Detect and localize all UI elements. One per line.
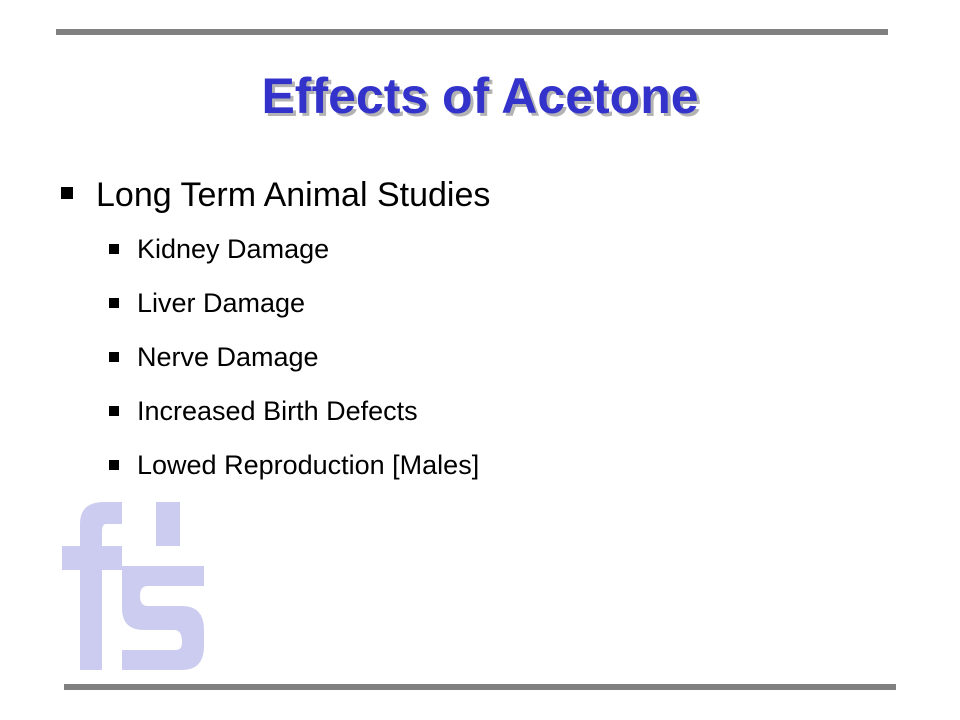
bullet-item-long-term-studies	[58, 168, 490, 222]
bottom-rule	[64, 684, 896, 690]
sub-bullet-group	[58, 222, 490, 492]
slide-title: Effects of Acetone	[261, 68, 699, 124]
bullet-list	[58, 168, 490, 492]
sub-bullet-text: Lowed Reproduction [Males]	[137, 450, 480, 480]
sub-bullet-item-kidney	[58, 222, 490, 276]
top-rule	[56, 29, 888, 35]
square-bullet-icon	[109, 460, 119, 470]
square-bullet-icon	[61, 187, 73, 199]
sub-bullet-list	[58, 222, 490, 492]
bullet-text: Long Term Animal Studies	[96, 176, 491, 214]
square-bullet-icon	[109, 352, 119, 362]
sub-bullet-item-birth-defects	[58, 384, 490, 438]
sub-bullet-text: Increased Birth Defects	[137, 396, 418, 426]
sub-bullet-text: Liver Damage	[137, 288, 306, 318]
square-bullet-icon	[109, 406, 119, 416]
sub-bullet-item-reproduction	[58, 438, 490, 492]
sub-bullet-text: Nerve Damage	[137, 342, 319, 372]
square-bullet-icon	[109, 244, 119, 254]
fs-logo-icon	[62, 502, 204, 670]
square-bullet-icon	[109, 298, 119, 308]
sub-bullet-item-liver	[58, 276, 490, 330]
sub-bullet-text: Kidney Damage	[137, 234, 330, 264]
sub-bullet-item-nerve	[58, 330, 490, 384]
